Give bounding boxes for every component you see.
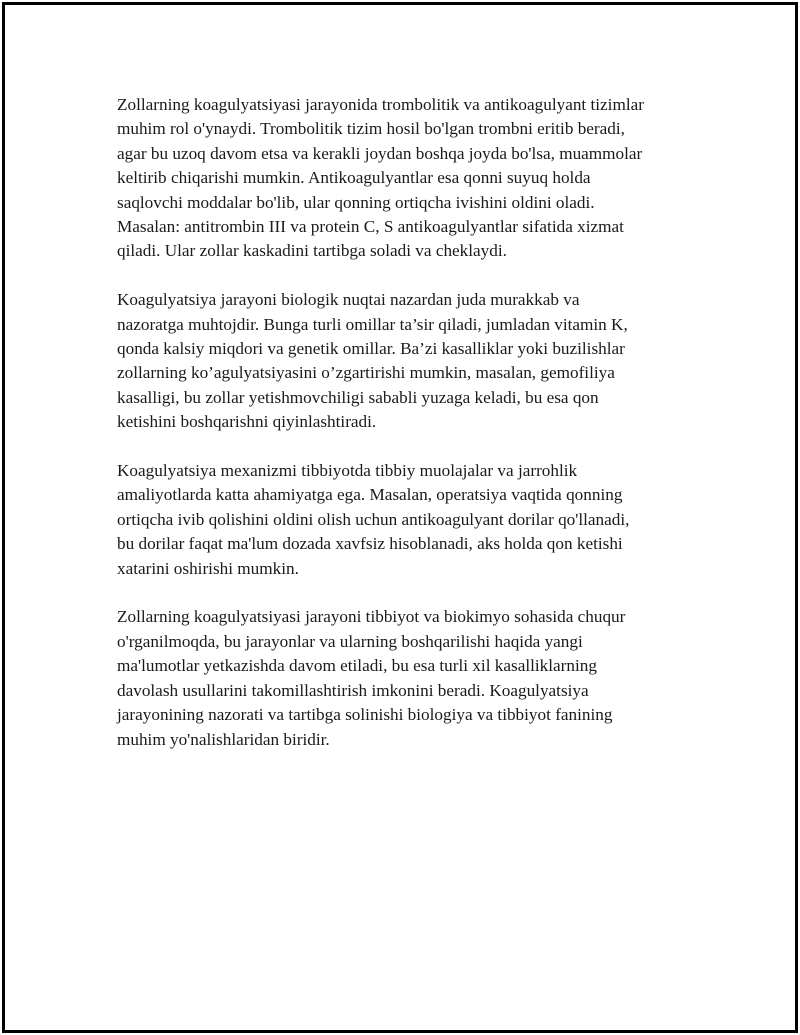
paragraph-4	[117, 605, 687, 751]
text-line: Zollarning koagulyatsiyasi jarayoni tibbiyot va biokimyo sohasida chuqur	[117, 607, 626, 627]
text-line: ma'lumotlar yetkazishda davom etiladi, bu esa turli xil kasalliklarning	[117, 656, 597, 676]
text-line: saqlovchi moddalar bo'lib, ular qonning ortiqcha ivishini oldini oladi.	[117, 192, 595, 212]
text-line: muhim rol o'ynaydi. Trombolitik tizim hosil bo'lgan trombni eritib beradi,	[117, 119, 625, 139]
paragraph-2	[117, 288, 687, 434]
paragraph-1	[117, 93, 687, 264]
text-line: Zollarning koagulyatsiyasi jarayonida trombolitik va antikoagulyant tizimlar	[117, 95, 644, 114]
paragraph-3	[117, 459, 687, 581]
text-line: keltirib chiqarishi mumkin. Antikoagulyantlar esa qonni suyuq holda	[117, 168, 591, 188]
text-line: Koagulyatsiya jarayoni biologik nuqtai nazardan juda murakkab va	[117, 290, 580, 310]
text-line: ketishini boshqarishni qiyinlashtiradi.	[117, 412, 377, 432]
text-line: zollarning ko’agulyatsiyasini o’zgartirishi mumkin, masalan, gemofiliya	[117, 363, 615, 383]
text-line: o'rganilmoqda, bu jarayonlar va ularning boshqarilishi haqida yangi	[117, 631, 583, 651]
text-line: jarayonining nazorati va tartibga solinishi biologiya va tibbiyot fanining	[117, 705, 613, 725]
text-line: ortiqcha ivib qolishini oldini olish uchun antikoagulyant dorilar qo'llanadi,	[117, 509, 630, 529]
text-line: qiladi. Ular zollar kaskadini tartibga soladi va cheklaydi.	[117, 241, 507, 261]
document-body	[117, 93, 687, 752]
text-line: nazoratga muhtojdir. Bunga turli omillar ta’sir qiladi, jumladan vitamin K,	[117, 314, 628, 334]
text-line: bu dorilar faqat ma'lum dozada xavfsiz hisoblanadi, aks holda qon ketishi	[117, 534, 623, 554]
text-line: xatarini oshirishi mumkin.	[117, 558, 299, 578]
text-line: Koagulyatsiya mexanizmi tibbiyotda tibbiy muolajalar va jarrohlik	[117, 461, 578, 481]
text-line: agar bu uzoq davom etsa va kerakli joydan boshqa joyda bo'lsa, muammolar	[117, 143, 643, 163]
text-line: kasalligi, bu zollar yetishmovchiligi sababli yuzaga keladi, bu esa qon	[117, 387, 599, 407]
text-line: davolash usullarini takomillashtirish imkonini beradi. Koagulyatsiya	[117, 680, 589, 700]
text-line: muhim yo'nalishlaridan biridir.	[117, 729, 330, 749]
text-line: Masalan: antitrombin III va protein C, S antikoagulyantlar sifatida xizmat	[117, 217, 624, 237]
text-line: qonda kalsiy miqdori va genetik omillar. Ba’zi kasalliklar yoki buzilishlar	[117, 339, 625, 359]
text-line: amaliyotlarda katta ahamiyatga ega. Masalan, operatsiya vaqtida qonning	[117, 485, 623, 505]
